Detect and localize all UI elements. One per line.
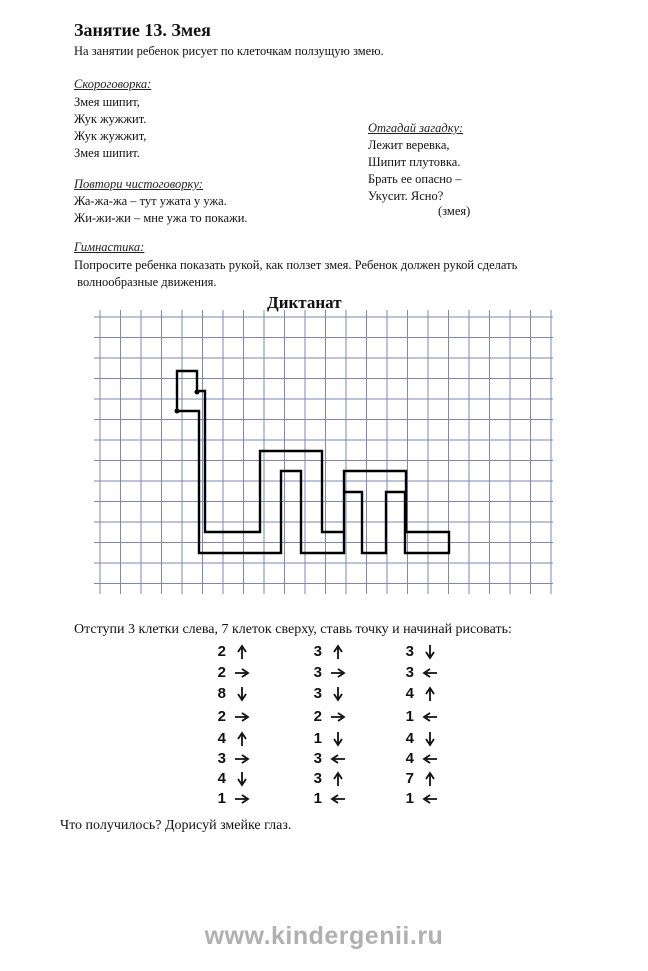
text-line: Жук жужжит.: [74, 112, 147, 126]
snake-drawing: [177, 371, 449, 553]
command-count: 4: [405, 750, 414, 767]
command-count: 2: [217, 708, 226, 725]
arrow-left-icon: [330, 791, 346, 807]
text-line: Укусит. Ясно?: [368, 189, 444, 203]
command-count: 2: [217, 664, 226, 681]
arrow-right-icon: [234, 751, 250, 767]
arrow-up-icon: [234, 731, 250, 747]
command-count: 4: [217, 770, 226, 787]
arrow-down-icon: [234, 686, 250, 702]
arrow-left-icon: [330, 751, 346, 767]
arrow-right-icon: [234, 665, 250, 681]
text-line: Змея шипит,: [74, 95, 140, 109]
command-count: 3: [313, 685, 322, 702]
arrow-right-icon: [330, 665, 346, 681]
arrow-left-icon: [422, 665, 438, 681]
page-subtitle: На занятии ребенок рисует по клеточкам ползущую змею.: [74, 44, 384, 58]
command-count: 1: [405, 708, 414, 725]
footer-site: www.kindergenii.ru: [204, 922, 444, 950]
command-count: 3: [217, 750, 226, 767]
arrow-down-icon: [422, 644, 438, 660]
command-count: 4: [405, 730, 414, 747]
arrow-down-icon: [234, 771, 250, 787]
command-count: 7: [405, 770, 414, 787]
command-count: 1: [217, 790, 226, 807]
arrow-right-icon: [234, 791, 250, 807]
command-count: 3: [405, 664, 414, 681]
arrow-up-icon: [330, 644, 346, 660]
arrow-up-icon: [234, 644, 250, 660]
text-line: Шипит плутовка.: [368, 155, 461, 169]
text-line: Лежит веревка,: [368, 138, 450, 152]
command-count: 8: [217, 685, 226, 702]
command-count: 3: [313, 643, 322, 660]
grid-lines: [94, 310, 553, 594]
command-count: 4: [405, 685, 414, 702]
dictation-instruction: Отступи 3 клетки слева, 7 клеток сверху, ставь точку и начинай рисовать:: [74, 622, 512, 637]
command-count: 1: [313, 790, 322, 807]
snake-eye-dot: [195, 390, 200, 395]
command-count: 3: [405, 643, 414, 660]
text-line: Жи-жи-жи – мне ужа то покажи.: [74, 211, 248, 225]
arrow-down-icon: [422, 731, 438, 747]
command-count: 2: [313, 708, 322, 725]
tongue-twister-label: Скороговорка:: [74, 77, 152, 91]
text-line: Жа-жа-жа – тут ужата у ужа.: [74, 194, 227, 208]
arrow-left-icon: [422, 751, 438, 767]
command-count: 3: [313, 770, 322, 787]
arrow-right-icon: [330, 709, 346, 725]
command-count: 1: [313, 730, 322, 747]
text-line: Попросите ребенка показать рукой, как ползет змея. Ребенок должен рукой сделать: [74, 258, 518, 272]
text-line: Змея шипит.: [74, 146, 140, 160]
text-line: Жук жужжит,: [74, 129, 147, 143]
start-dot: [175, 409, 180, 414]
command-count: 2: [217, 643, 226, 660]
command-count: 4: [217, 730, 226, 747]
dictation-title: Диктанат: [267, 293, 342, 312]
arrow-up-icon: [422, 771, 438, 787]
riddle-label: Отгадай загадку:: [368, 121, 464, 135]
arrow-up-icon: [330, 771, 346, 787]
pure-phrase-label: Повтори чистоговорку:: [74, 177, 203, 191]
arrow-left-icon: [422, 709, 438, 725]
arrow-down-icon: [330, 731, 346, 747]
command-count: 3: [313, 750, 322, 767]
gymnastics-label: Гимнастика:: [74, 240, 145, 254]
text-line: Брать ее опасно –: [368, 172, 462, 186]
arrow-right-icon: [234, 709, 250, 725]
text-line: волнообразные движения.: [74, 275, 217, 289]
arrow-left-icon: [422, 791, 438, 807]
page-title: Занятие 13. Змея: [74, 20, 211, 40]
arrow-down-icon: [330, 686, 346, 702]
arrow-up-icon: [422, 686, 438, 702]
command-count: 1: [405, 790, 414, 807]
riddle-answer: (змея): [438, 204, 471, 218]
dictation-question: Что получилось? Дорисуй змейке глаз.: [60, 818, 292, 833]
command-count: 3: [313, 664, 322, 681]
